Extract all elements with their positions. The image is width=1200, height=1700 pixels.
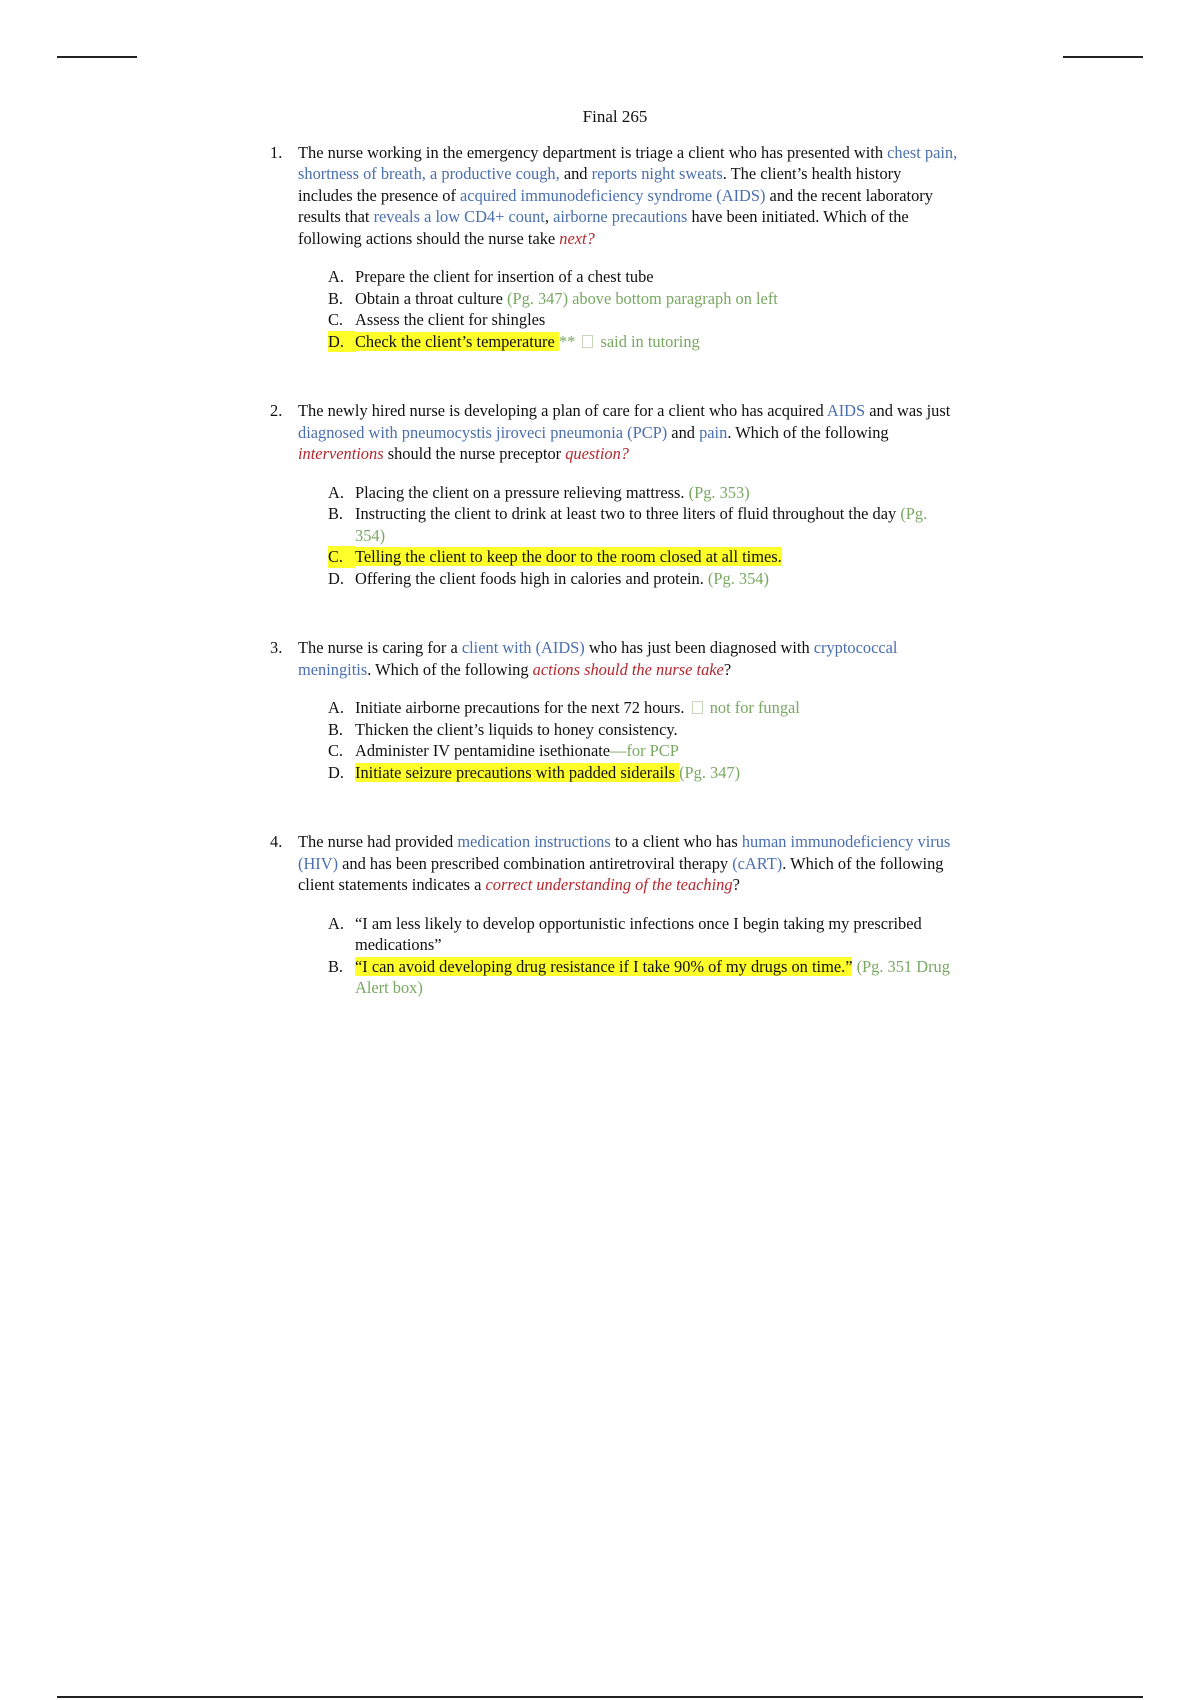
text-run: and was just (865, 401, 951, 420)
annotation-blue: chest pain, shortness of breath, a productive cough, (298, 142, 958, 183)
question-number: 1. (270, 142, 283, 162)
annotation-note: said in tutoring (596, 331, 700, 351)
annotation-note: —for PCP (610, 741, 679, 760)
question-3 (270, 637, 960, 783)
text-run: , (544, 207, 554, 226)
answer-option (328, 913, 960, 956)
annotation-note: ** (558, 331, 580, 351)
option-letter: D. (328, 762, 344, 782)
text-run: Obtain a throat culture (355, 288, 508, 308)
option-text (355, 331, 960, 353)
highlighted-answer: Check the client’s temperature (355, 331, 559, 351)
option-letter: A. (328, 913, 344, 933)
annotation-note: (Pg. 354) (707, 568, 769, 588)
text-run: and (559, 164, 592, 183)
question-4 (270, 831, 960, 999)
answer-option (328, 568, 960, 590)
option-letter: A. (328, 482, 344, 502)
text-run: Instructing the client to drink at least two to three liters of fluid throughout the day (355, 504, 901, 523)
annotation-blue: client with (AIDS) (461, 638, 585, 657)
question-text (298, 142, 960, 250)
answer-option (328, 331, 960, 353)
annotation-blue: (cART) (732, 853, 783, 873)
question-stem (270, 831, 960, 896)
answer-options (328, 913, 960, 999)
text-run: The nurse is caring for a (298, 638, 462, 657)
question-2 (270, 400, 960, 589)
text-run: to a client who has (610, 832, 742, 851)
document-page (270, 100, 960, 1025)
text-run: and the recent laboratory results that (298, 185, 933, 226)
option-text (355, 568, 960, 590)
option-letter: B. (328, 719, 344, 739)
text-run: Placing the client on a pressure relieving mattress. (355, 482, 689, 502)
annotation-red: question? (565, 444, 629, 463)
annotation-red: interventions (298, 444, 384, 463)
answer-option (328, 740, 960, 762)
question-number: 2. (270, 401, 283, 420)
text-run: who has just been diagnosed with (584, 638, 814, 657)
annotation-red: actions should the nurse take (532, 659, 724, 679)
option-text (355, 288, 960, 310)
option-letter: D. (328, 331, 355, 353)
question-number: 4. (270, 832, 283, 851)
answer-option (328, 719, 960, 741)
highlighted-answer: Initiate seizure precautions with padded siderails (355, 762, 680, 782)
option-letter: A. (328, 698, 344, 717)
text-run: . Which of the following (727, 422, 889, 442)
question-text (298, 400, 960, 465)
text-run: . Which of the following client statements indicates a (298, 853, 944, 894)
text-run: The nurse had provided (298, 832, 458, 851)
checkbox-icon (692, 701, 703, 714)
text-run: ? (723, 659, 732, 679)
annotation-blue: acquired immunodeficiency syndrome (AIDS) (460, 185, 766, 205)
option-text (355, 697, 960, 719)
footer-rule (57, 1696, 1143, 1698)
annotation-blue: reports night sweats (591, 164, 723, 183)
option-letter: D. (328, 568, 344, 588)
highlighted-answer: Telling the client to keep the door to the room closed at all times. (355, 547, 782, 566)
annotation-note: (Pg. 351 Drug Alert box) (355, 956, 950, 997)
option-letter: A. (328, 267, 344, 286)
annotation-blue: airborne precautions (553, 207, 688, 226)
answer-options (328, 697, 960, 783)
text-run: Administer IV pentamidine isethionate (355, 741, 611, 760)
text-run: Thicken the client’s liquids to honey consistency. (355, 719, 678, 739)
question-stem (270, 400, 960, 465)
option-text (355, 913, 960, 956)
question-number: 3. (270, 638, 283, 657)
option-letter: B. (328, 956, 344, 976)
annotation-note: (Pg. 354) (355, 504, 928, 545)
text-run: The newly hired nurse is developing a plan of care for a client who has acquired (298, 401, 827, 420)
annotation-note: (Pg. 347) (679, 762, 741, 782)
option-text (355, 482, 960, 504)
answer-option (328, 266, 960, 288)
checkbox-icon (582, 335, 593, 348)
option-text (355, 546, 960, 568)
annotation-red: next? (559, 228, 595, 248)
option-text (355, 266, 960, 288)
option-letter: C. (328, 546, 355, 568)
annotation-blue: cryptococcal meningitis (298, 638, 898, 679)
text-run: have been initiated. Which of the following actions should the nurse take (298, 207, 909, 248)
document-title: Final 265 (582, 107, 648, 126)
question-1 (270, 142, 960, 353)
annotation-blue: reveals a low CD4+ count (373, 207, 545, 226)
question-text (298, 637, 960, 680)
text-run: and (667, 422, 700, 442)
annotation-blue: AIDS (826, 401, 866, 420)
text-run: The nurse working in the emergency department is triage a client who has presented with (298, 142, 888, 162)
option-text (355, 762, 960, 784)
answer-option (328, 956, 960, 999)
option-text (355, 740, 960, 762)
option-text (355, 719, 960, 741)
option-letter: C. (328, 741, 344, 760)
answer-option (328, 288, 960, 310)
text-run: ? (732, 875, 740, 894)
option-text (355, 503, 960, 546)
option-letter: B. (328, 288, 344, 308)
text-run: Initiate airborne precautions for the next 72 hours. (355, 698, 689, 717)
answer-option (328, 697, 960, 719)
option-letter: C. (328, 310, 344, 329)
annotation-note: (Pg. 353) (688, 482, 750, 502)
question-stem (270, 637, 960, 680)
annotation-blue: diagnosed with pneumocystis jiroveci pneumonia (PCP) (298, 422, 668, 442)
text-run: and has been prescribed combination antiretroviral therapy (338, 853, 733, 873)
answer-option (328, 309, 960, 331)
annotation-note: not for fungal (705, 698, 800, 717)
annotation-blue: pain (699, 422, 728, 442)
annotation-note: (Pg. 347) above bottom paragraph on left (507, 288, 778, 308)
question-text (298, 831, 960, 896)
answer-options (328, 482, 960, 590)
text-run: “I am less likely to develop opportunistic infections once I begin taking my prescribed medications” (355, 913, 922, 954)
text-run: Prepare the client for insertion of a chest tube (355, 267, 654, 286)
text-run: . The client’s health history includes the presence of (298, 164, 902, 205)
answer-option (328, 503, 960, 546)
text-run: Offering the client foods high in calories and protein. (355, 568, 708, 588)
option-text (355, 309, 960, 331)
answer-options (328, 266, 960, 352)
answer-option (328, 482, 960, 504)
option-text (355, 956, 960, 999)
header-rule-right (1063, 56, 1143, 58)
annotation-red: correct understanding of the teaching (485, 875, 733, 894)
answer-option (328, 546, 960, 568)
highlighted-answer: “I can avoid developing drug resistance if I take 90% of my drugs on time.” (355, 956, 853, 976)
annotation-blue: human immunodeficiency virus (HIV) (298, 832, 951, 873)
text-run: should the nurse preceptor (383, 444, 566, 463)
answer-option (328, 762, 960, 784)
question-list (270, 142, 960, 999)
question-stem (270, 142, 960, 250)
text-run: . Which of the following (367, 659, 533, 679)
header-rule-left (57, 56, 137, 58)
text-run: Assess the client for shingles (355, 310, 546, 329)
option-letter: B. (328, 504, 344, 523)
annotation-blue: medication instructions (457, 832, 611, 851)
